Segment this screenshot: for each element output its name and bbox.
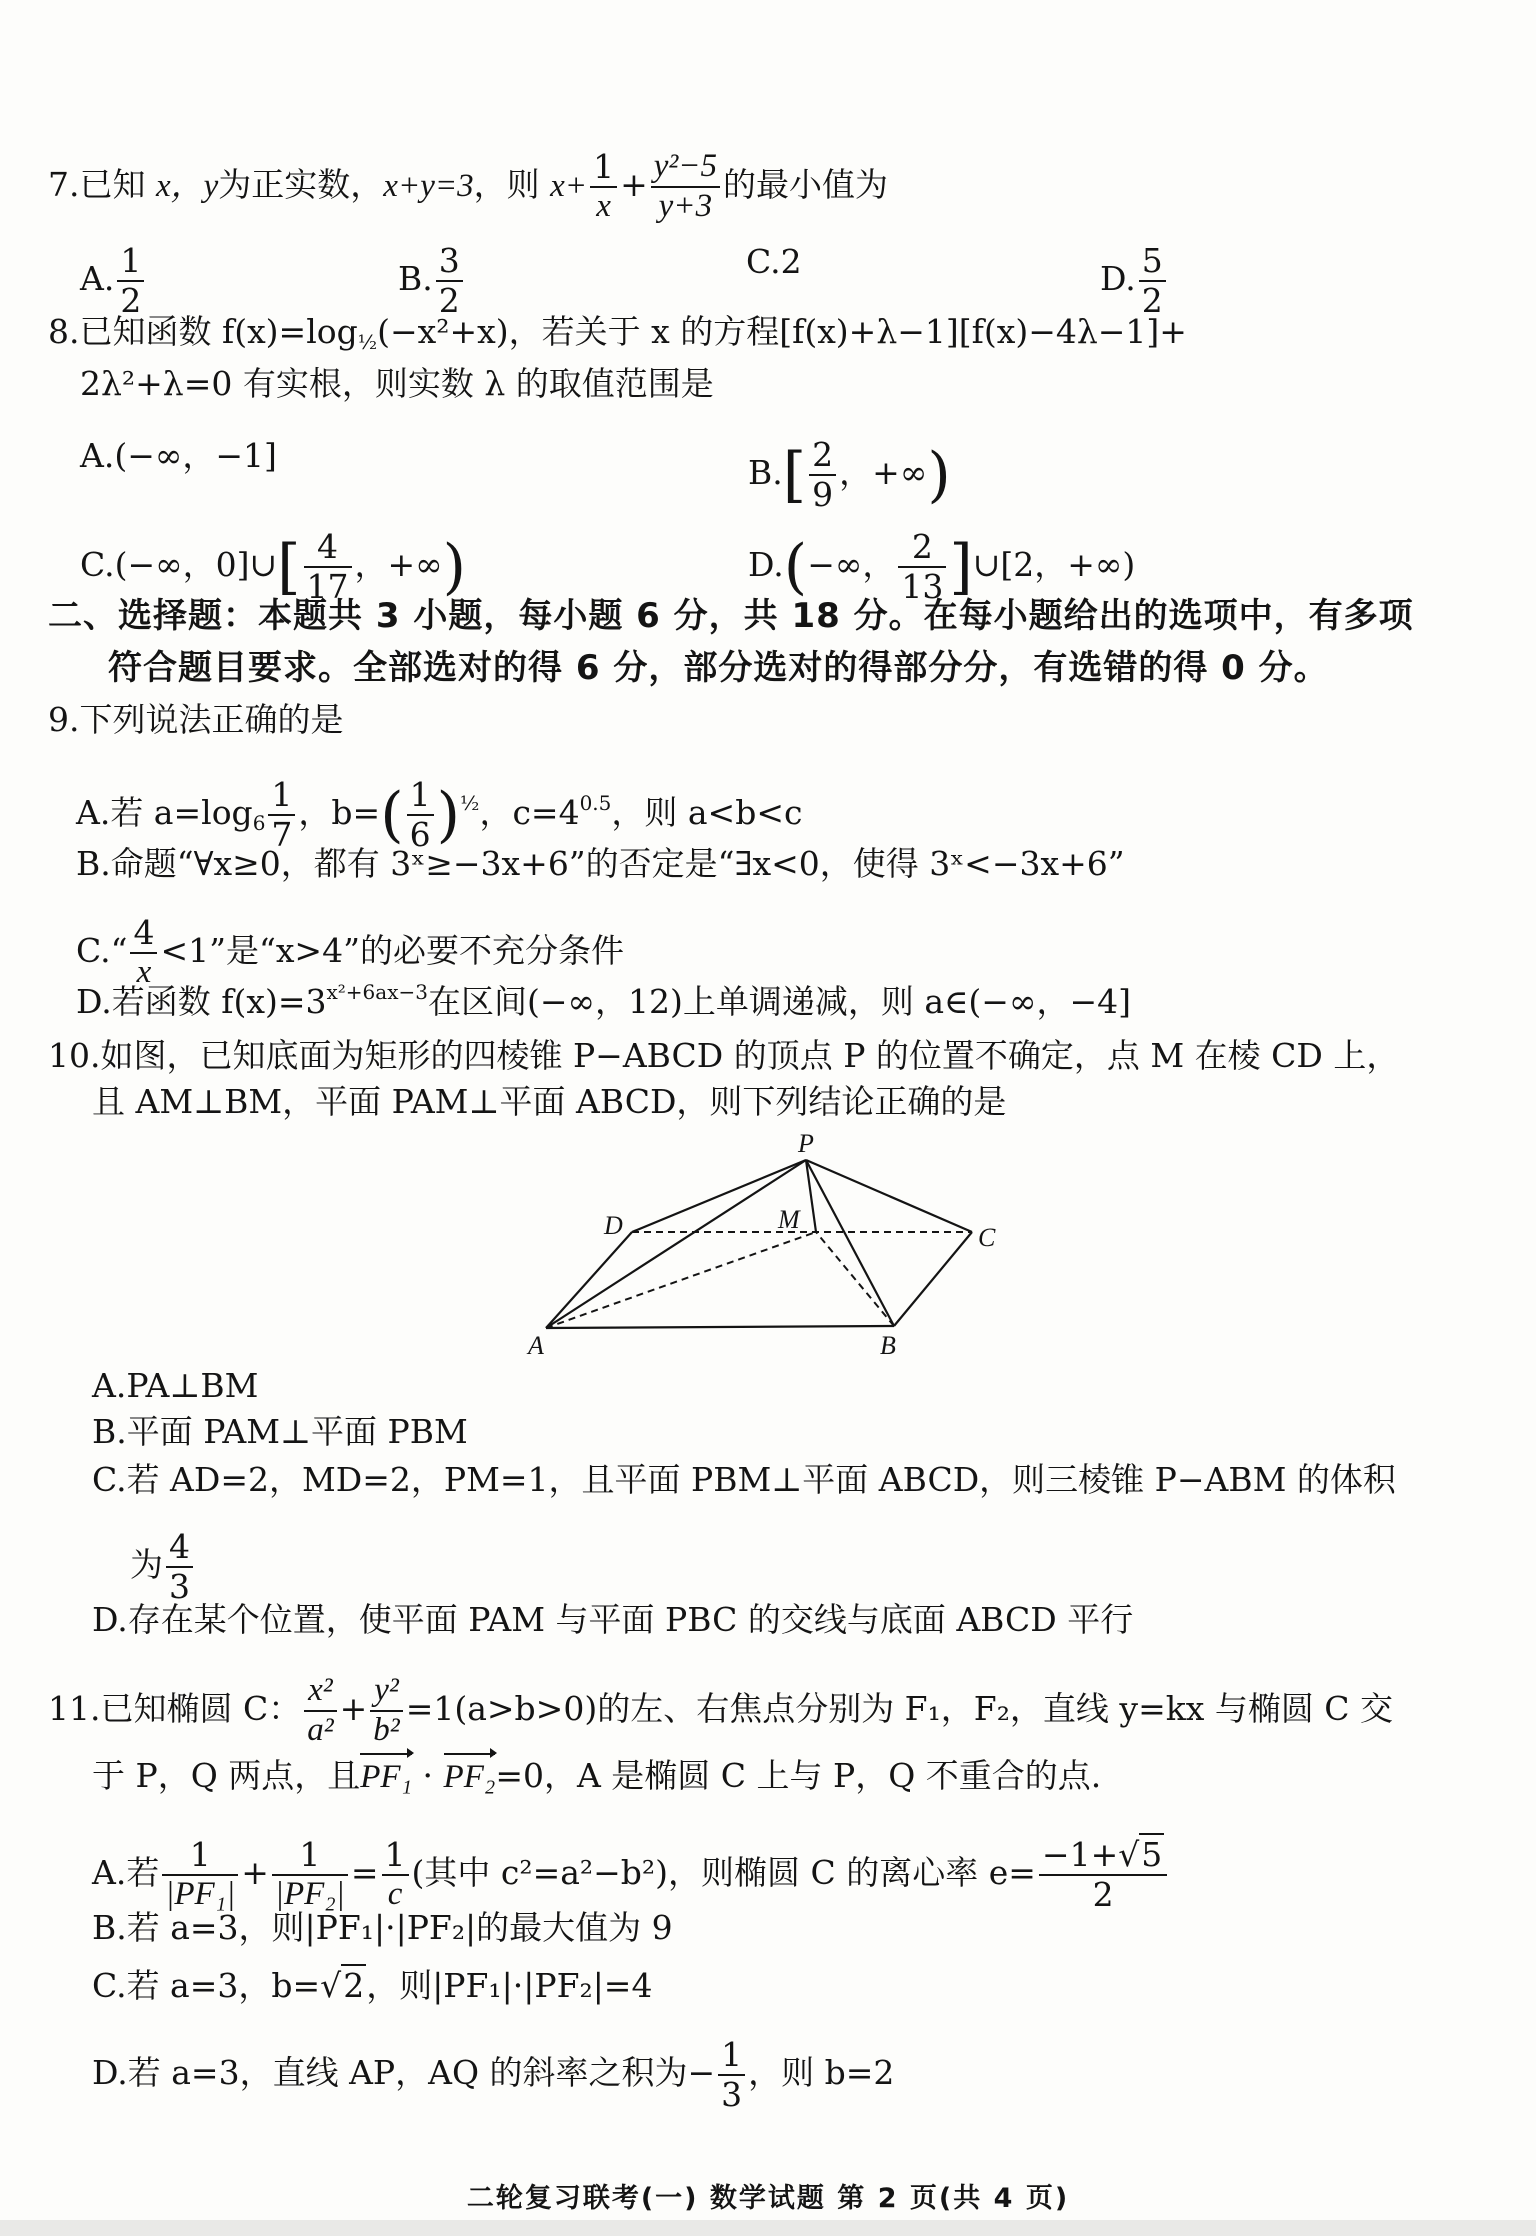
- q8-option-a: A.(−∞，−1]: [80, 436, 277, 475]
- q11-option-b: B.若 a=3，则|PF₁|·|PF₂|的最大值为 9: [92, 1908, 673, 1947]
- label-B: B: [880, 1331, 896, 1360]
- q9-option-b: B.命题“∀x≥0，都有 3ˣ≥−3x+6”的否定是“∃x<0，使得 3ˣ<−3x+6”: [76, 844, 1125, 883]
- label-M: M: [778, 1205, 800, 1234]
- q10-option-c: C.若 AD=2，MD=2，PM=1，且平面 PBM⊥平面 ABCD，则三棱锥 P−ABM 的体积: [92, 1460, 1396, 1499]
- q10-stem-line1: 10.如图，已知底面为矩形的四棱锥 P−ABCD 的顶点 P 的位置不确定，点 M 在棱 CD 上，: [48, 1036, 1400, 1075]
- page-bottom-edge: [0, 2220, 1536, 2236]
- q10-stem-line2: 且 AM⊥BM，平面 PAM⊥平面 ABCD，则下列结论正确的是: [92, 1082, 1007, 1121]
- q8-option-c: C.(−∞，0]∪[ $\frac{4}{17}$ ，+∞): [80, 527, 467, 606]
- section2-heading-line1: 二、选择题：本题共 3 小题，每小题 6 分，共 18 分。在每小题给出的选项中，有多项: [48, 596, 1414, 636]
- q7-stem: 7.已知 x，y为正实数，x+y=3，则 x+ $\frac{1}{x}$ + $\frac{\text{y²−5}}{y+3}$ 的最小值为: [48, 147, 889, 224]
- q9-option-a: A.若 $a=\log_6$ $\frac{1}{7}$ ，b=( $\frac{1}{6}$ )$^{\frac{1}{2}}$，$c=4^{0.5}$，则 a<b<c: [76, 775, 803, 854]
- q7-option-b: B. $\frac{3}{2}$: [398, 242, 466, 320]
- edge-PC: [806, 1160, 972, 1232]
- q7-option-c: C.2: [746, 242, 802, 281]
- q11-stem-line1: 11.已知椭圆 C： $\frac{\text{x²}}{\text{a²}}$ + $\frac{\text{y²}}{\text{b²}}$ =1(a>b>0)的左、右焦点分别为 F₁，F₂，直线 y=kx 与椭圆 C 交: [48, 1672, 1394, 1748]
- q8-option-b: B.[ $\frac{2}{9}$ ，+∞): [748, 435, 951, 514]
- label-A: A: [528, 1331, 544, 1360]
- edge-AB: [546, 1326, 894, 1328]
- q10-option-b: B.平面 PAM⊥平面 PBM: [92, 1412, 468, 1451]
- q10-option-a: A.PA⊥BM: [92, 1366, 259, 1405]
- q11-option-c: C.若 a=3，b=√2，则|PF₁|·|PF₂|=4: [92, 1966, 653, 2005]
- pyramid-figure: [520, 1120, 1020, 1360]
- label-C: C: [978, 1223, 996, 1252]
- q11-option-d: D.若 a=3，直线 AP，AQ 的斜率之积为− $\frac{1}{3}$ ，则 b=2: [92, 2035, 895, 2114]
- edge-BC: [894, 1232, 972, 1326]
- q8-stem-line2: 2λ²+λ=0 有实根，则实数 λ 的取值范围是: [80, 364, 714, 403]
- edge-PB: [806, 1160, 894, 1326]
- edge-BM-hidden: [816, 1232, 894, 1326]
- q7-frac-1-over-x: $\frac{1}{x}$: [590, 148, 617, 226]
- q9-stem: 9.下列说法正确的是: [48, 700, 344, 739]
- page-footer: 二轮复习联考(一) 数学试题 第 2 页(共 4 页): [466, 2183, 1070, 2214]
- q11-stem-line2: 于 P，Q 两点，且PF₁ · PF₂=0，A 是椭圆 C 上与 P，Q 不重合的点.: [92, 1756, 1102, 1795]
- q9-option-c: C.“ $\frac{4}{x}$ <1”是“x>4”的必要不充分条件: [76, 913, 624, 990]
- q9-option-d: D.若函数 $f(x)=3^{x^2+6ax-3}$在区间(−∞，12)上单调递减，则 a∈(−∞，−4]: [76, 980, 1131, 1021]
- section2-heading-line2: 符合题目要求。全部选对的得 6 分，部分选对的得部分分，有选错的得 0 分。: [108, 648, 1329, 688]
- label-D: D: [604, 1211, 623, 1240]
- label-P: P: [798, 1129, 814, 1158]
- edge-AM-hidden: [546, 1232, 816, 1328]
- q10-option-d: D.存在某个位置，使平面 PAM 与平面 PBC 的交线与底面 ABCD 平行: [92, 1600, 1134, 1639]
- q8-option-d: D.(−∞， $\frac{2}{13}$ ]∪[2，+∞): [748, 527, 1136, 606]
- q8-stem-line1: 8.已知函数 $f(x)=\log_{\frac{1}{2}}(-x^2+x)$，若关于 x 的方程[f(x)+λ−1][f(x)−4λ−1]+: [48, 312, 1187, 354]
- q10-option-c-cont: 为 $\frac{4}{3}$: [130, 1528, 196, 1606]
- q7-option-a: A. $\frac{1}{2}$: [80, 242, 147, 320]
- q7-frac-y: $\frac{\text{y²−5}}{y+3}$: [651, 148, 720, 226]
- q11-option-a: A.若 $\frac{1}{\text{|PF₁|}}$ + $\frac{1}{\text{|PF₂|}}$ = $\frac{1}{c}$ (其中 c²=a²−b²)，则椭圆 C 的离心率 e= $\frac{-1+√5}{2}$: [92, 1836, 1170, 1914]
- edge-PA: [546, 1160, 806, 1328]
- q7-option-d: D. $\frac{5}{2}$: [1100, 242, 1169, 320]
